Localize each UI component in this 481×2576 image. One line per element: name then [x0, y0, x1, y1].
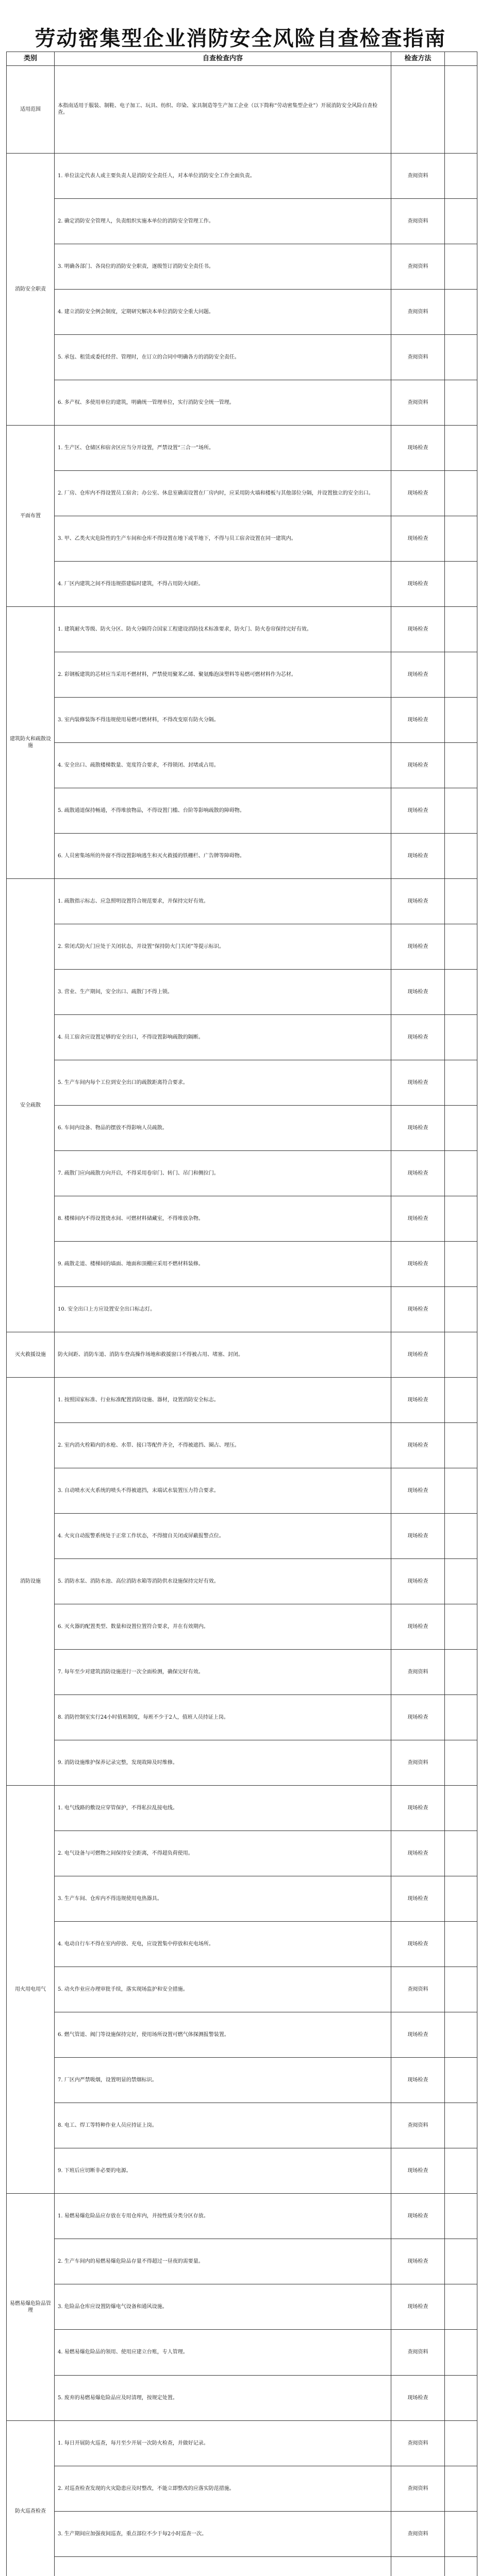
table-row — [7, 970, 477, 1015]
row-result-cell[interactable] — [445, 425, 477, 470]
row-method: 现场检查 — [391, 606, 445, 652]
row-category: 灭火救援设施 — [7, 1332, 55, 1378]
row-result-cell[interactable] — [445, 561, 477, 606]
table-row — [7, 1831, 477, 1876]
row-method: 查阅资料 — [391, 244, 445, 289]
row-method: 现场检查 — [391, 561, 445, 606]
row-content: 10. 安全出口上方应设置安全出口标志灯。 — [55, 1287, 391, 1332]
table-row — [7, 1468, 477, 1514]
row-content: 3. 明确各部门、各岗位的消防安全职责，逐级签订消防安全责任书。 — [55, 244, 391, 289]
table-row — [7, 2330, 477, 2375]
table-row — [7, 198, 477, 244]
row-content: 3. 营业、生产期间，安全出口、疏散门不得上锁。 — [55, 970, 391, 1015]
row-result-cell[interactable] — [445, 2466, 477, 2511]
row-content: 3. 甲、乙类火灾危险性的生产车间和仓库不得设置在地下或半地下，不得与员工宿舍设置在同一建筑内。 — [55, 516, 391, 561]
row-content: 3. 危险品仓库应设置防爆电气设备和通风设施。 — [55, 2284, 391, 2330]
header-method: 检查方法 — [391, 52, 445, 66]
row-result-cell[interactable] — [445, 1060, 477, 1106]
row-content: 9. 疏散走道、楼梯间的墙面、地面和顶棚应采用不燃材料装修。 — [55, 1242, 391, 1287]
row-content: 1. 疏散指示标志、应急照明设置符合规范要求，并保持完好有效。 — [55, 878, 391, 924]
table-row — [7, 66, 477, 154]
row-result-cell[interactable] — [445, 878, 477, 924]
row-result-cell[interactable] — [445, 606, 477, 652]
row-content: 5. 承包、租赁或委托经营、管理时，在订立的合同中明确各方的消防安全责任。 — [55, 334, 391, 380]
row-result-cell[interactable] — [445, 244, 477, 289]
table-row — [7, 470, 477, 516]
table-row — [7, 878, 477, 924]
row-content: 2. 生产车间内的易燃易爆危险品存量不得超过一昼夜的需要量。 — [55, 2239, 391, 2284]
row-method: 现场检查 — [391, 1468, 445, 1514]
row-category: 易燃易爆危险品管理 — [7, 2194, 55, 2420]
row-result-cell[interactable] — [445, 1015, 477, 1060]
row-result-cell[interactable] — [445, 1514, 477, 1559]
row-method: 现场检查 — [391, 1242, 445, 1287]
row-method: 现场检查 — [391, 1831, 445, 1876]
table-row — [7, 1151, 477, 1196]
row-category: 建筑防火和疏散设施 — [7, 606, 55, 878]
row-method: 现场检查 — [391, 1015, 445, 1060]
row-category: 安全疏散 — [7, 878, 55, 1332]
row-content: 4. 厂区内建筑之间不得违规搭建临时建筑，不得占用防火间距。 — [55, 561, 391, 606]
row-content: 8. 电工、焊工等特种作业人员应持证上岗。 — [55, 2103, 391, 2148]
row-result-cell[interactable] — [445, 1695, 477, 1740]
row-method: 现场检查 — [391, 2284, 445, 2330]
row-result-cell[interactable] — [445, 2239, 477, 2284]
row-content: 6. 燃气管道、阀门等设施保持完好，使用场所设置可燃气体探测报警装置。 — [55, 2012, 391, 2058]
row-method: 现场检查 — [391, 2148, 445, 2194]
table-row — [7, 1514, 477, 1559]
table-row — [7, 1876, 477, 1922]
table-row — [7, 2375, 477, 2420]
row-content: 4. 火灾自动报警系统处于正常工作状态，不得擅自关闭或屏蔽报警点位。 — [55, 1514, 391, 1559]
table-row — [7, 742, 477, 788]
row-content: 8. 消防控制室实行24小时值班制度，每班不少于2人，值班人员持证上岗。 — [55, 1695, 391, 1740]
row-content: 7. 疏散门应向疏散方向开启，不得采用卷帘门、转门、吊门和侧拉门。 — [55, 1151, 391, 1196]
row-method: 现场检查 — [391, 2239, 445, 2284]
row-result-cell[interactable] — [445, 380, 477, 425]
row-result-cell[interactable] — [445, 1922, 477, 1967]
row-content: 1. 单位法定代表人或主要负责人是消防安全责任人，对本单位消防安全工作全面负责。 — [55, 153, 391, 198]
row-result-cell[interactable] — [445, 1378, 477, 1423]
row-method: 现场检查 — [391, 924, 445, 970]
table-row — [7, 2511, 477, 2556]
row-result-cell[interactable] — [445, 2330, 477, 2375]
row-category: 平面布置 — [7, 425, 55, 606]
row-method: 查阅资料 — [391, 2466, 445, 2511]
table-row — [7, 244, 477, 289]
row-content: 9. 消防设施维护保养记录完整，发现故障及时维修。 — [55, 1740, 391, 1786]
row-content: 8. 楼梯间内不得设置烧水间、可燃材料储藏室，不得堆放杂物。 — [55, 1196, 391, 1242]
row-method: 查阅资料 — [391, 380, 445, 425]
table-row — [7, 2194, 477, 2239]
row-result-cell[interactable] — [445, 1287, 477, 1332]
table-row — [7, 334, 477, 380]
row-content: 2. 厂房、仓库内不得设置员工宿舍；办公室、休息室确需设置在厂房内时，应采用防火墙和楼板与其他部位分隔，并设置独立的安全出口。 — [55, 470, 391, 516]
row-method: 现场检查 — [391, 2012, 445, 2058]
row-content: 4. 易燃易爆危险品的领用、使用应建立台账，专人管理。 — [55, 2330, 391, 2375]
row-content: 6. 车间内设备、物品的摆放不得影响人员疏散。 — [55, 1106, 391, 1151]
row-result-cell[interactable] — [445, 2420, 477, 2466]
row-result-cell[interactable] — [445, 1106, 477, 1151]
row-result-cell[interactable] — [445, 2012, 477, 2058]
row-method: 查阅资料 — [391, 2103, 445, 2148]
row-content: 4. 员工宿舍应设置足够的安全出口，不得设置影响疏散的隔断。 — [55, 1015, 391, 1060]
row-result-cell[interactable] — [445, 1740, 477, 1786]
table-row — [7, 1967, 477, 2012]
row-method: 现场检查 — [391, 652, 445, 697]
row-method: 现场检查 — [391, 833, 445, 878]
row-result-cell[interactable] — [445, 1468, 477, 1514]
table-row — [7, 380, 477, 425]
row-method: 现场检查 — [391, 1196, 445, 1242]
row-result-cell[interactable] — [445, 2556, 477, 2576]
row-method: 现场检查 — [391, 1332, 445, 1378]
table-row — [7, 1106, 477, 1151]
row-method: 现场检查 — [391, 1559, 445, 1604]
row-result-cell[interactable] — [445, 2148, 477, 2194]
row-content: 2. 彩钢板建筑的芯材应当采用不燃材料，严禁使用聚苯乙烯、聚氨酯泡沫塑料等易燃可燃材料作为芯材。 — [55, 652, 391, 697]
row-result-cell[interactable] — [445, 697, 477, 742]
table-row — [7, 1786, 477, 1831]
table-header-row — [7, 52, 477, 66]
row-method: 现场检查 — [391, 878, 445, 924]
row-method: 查阅资料 — [391, 2330, 445, 2375]
table-row — [7, 2058, 477, 2103]
row-content: 2. 确定消防安全管理人，负责组织实施本单位的消防安全管理工作。 — [55, 198, 391, 244]
header-content: 自查检查内容 — [55, 52, 391, 66]
row-method: 现场检查 — [391, 970, 445, 1015]
row-content: 1. 易燃易爆危险品应存放在专用仓库内，并按性质分类分区存放。 — [55, 2194, 391, 2239]
row-method: 现场检查 — [391, 1786, 445, 1831]
row-result-cell[interactable] — [445, 2284, 477, 2330]
row-category: 消防设施 — [7, 1378, 55, 1786]
row-result-cell[interactable] — [445, 1332, 477, 1378]
row-content: 6. 灭火器的配置类型、数量和设置位置符合要求，并在有效期内。 — [55, 1604, 391, 1650]
table-row — [7, 289, 477, 334]
row-method: 查阅资料 — [391, 2511, 445, 2556]
row-content: 1. 每日开展防火巡查，每月至少开展一次防火检查，并做好记录。 — [55, 2420, 391, 2466]
row-method: 现场检查 — [391, 1287, 445, 1332]
row-result-cell[interactable] — [445, 924, 477, 970]
row-result-cell[interactable] — [445, 1967, 477, 2012]
checklist-table — [6, 52, 477, 2576]
row-result-cell[interactable] — [445, 289, 477, 334]
row-method: 查阅资料 — [391, 2420, 445, 2466]
table-row — [7, 1332, 477, 1378]
row-method: 现场检查 — [391, 742, 445, 788]
row-result-cell[interactable] — [445, 970, 477, 1015]
row-method: 现场检查 — [391, 470, 445, 516]
table-row — [7, 425, 477, 470]
row-result-cell[interactable] — [445, 1786, 477, 1831]
row-result-cell[interactable] — [445, 833, 477, 878]
table-row — [7, 1695, 477, 1740]
row-content: 1. 生产区、仓储区和宿舍区应当分开设置，严禁设置“三合一”场所。 — [55, 425, 391, 470]
row-result-cell[interactable] — [445, 2375, 477, 2420]
row-result-cell[interactable] — [445, 2103, 477, 2148]
row-method: 现场检查 — [391, 788, 445, 833]
row-result-cell[interactable] — [445, 1876, 477, 1922]
row-method: 现场检查 — [391, 425, 445, 470]
checklist-table-wrapper — [6, 52, 475, 2576]
row-content: 4. 建立消防安全例会制度，定期研究解决本单位消防安全重大问题。 — [55, 289, 391, 334]
table-row — [7, 2103, 477, 2148]
row-method: 现场检查 — [391, 1695, 445, 1740]
row-content: 9. 下班后应切断非必要的电源。 — [55, 2148, 391, 2194]
row-method: 现场检查 — [391, 1423, 445, 1468]
row-content: 3. 生产期间应加强夜间巡查，重点部位不少于每2小时巡查一次。 — [55, 2511, 391, 2556]
row-content: 2. 常闭式防火门应处于关闭状态，并设置“保持防火门关闭”等提示标识。 — [55, 924, 391, 970]
table-row — [7, 652, 477, 697]
table-row — [7, 2420, 477, 2466]
row-result-cell[interactable] — [445, 2511, 477, 2556]
row-method: 现场检查 — [391, 2194, 445, 2239]
table-row — [7, 1559, 477, 1604]
row-content: 4. 电动自行车不得在室内停放、充电，应设置集中停放和充电场所。 — [55, 1922, 391, 1967]
row-content: 2. 电气设备与可燃物之间保持安全距离，不得超负荷使用。 — [55, 1831, 391, 1876]
row-category: 防火巡查检查 — [7, 2420, 55, 2576]
table-row — [7, 2012, 477, 2058]
row-method — [391, 2556, 445, 2576]
row-result-cell[interactable] — [445, 652, 477, 697]
row-result-cell[interactable] — [445, 1650, 477, 1695]
row-method: 查阅资料 — [391, 198, 445, 244]
row-result-cell[interactable] — [445, 66, 477, 154]
header-category: 类别 — [7, 52, 55, 66]
row-content: 5. 动火作业应办理审批手续，落实现场监护和安全措施。 — [55, 1967, 391, 2012]
header-result — [445, 52, 477, 66]
row-content: 2. 对巡查检查发现的火灾隐患应及时整改，不能立即整改的应落实防范措施。 — [55, 2466, 391, 2511]
table-row — [7, 1604, 477, 1650]
table-row — [7, 516, 477, 561]
table-row — [7, 1650, 477, 1695]
row-content: 1. 建筑耐火等级、防火分区、防火分隔符合国家工程建设消防技术标准要求，防火门、防火卷帘保持完好有效。 — [55, 606, 391, 652]
row-method: 查阅资料 — [391, 1967, 445, 2012]
row-content: 5. 疏散通道保持畅通，不得堆放物品，不得设置门槛、台阶等影响疏散的障碍物。 — [55, 788, 391, 833]
row-content: 6. 多产权、多使用单位的建筑，明确统一管理单位，实行消防安全统一管理。 — [55, 380, 391, 425]
row-result-cell[interactable] — [445, 153, 477, 198]
row-method: 查阅资料 — [391, 1650, 445, 1695]
table-row — [7, 1015, 477, 1060]
row-result-cell[interactable] — [445, 788, 477, 833]
row-method: 现场检查 — [391, 1151, 445, 1196]
row-method: 现场检查 — [391, 1106, 445, 1151]
table-row — [7, 1378, 477, 1423]
table-row — [7, 1922, 477, 1967]
row-method: 现场检查 — [391, 1060, 445, 1106]
table-row — [7, 1740, 477, 1786]
row-content: 6. 人员密集场所的外窗不得设置影响逃生和灭火救援的铁栅栏、广告牌等障碍物。 — [55, 833, 391, 878]
row-result-cell[interactable] — [445, 1151, 477, 1196]
table-body — [7, 66, 477, 2576]
table-row — [7, 606, 477, 652]
row-result-cell[interactable] — [445, 1831, 477, 1876]
table-row — [7, 2239, 477, 2284]
table-row — [7, 153, 477, 198]
row-category: 适用范围 — [7, 66, 55, 154]
table-row — [7, 2466, 477, 2511]
row-result-cell[interactable] — [445, 198, 477, 244]
table-row — [7, 788, 477, 833]
row-content: 防火间距、消防车道、消防车登高操作场地和救援窗口不得被占用、堵塞、封闭。 — [55, 1332, 391, 1378]
row-content: 5. 生产车间内每个工位到安全出口的疏散距离符合要求。 — [55, 1060, 391, 1106]
table-row — [7, 1423, 477, 1468]
row-method: 现场检查 — [391, 2058, 445, 2103]
table-row — [7, 924, 477, 970]
row-result-cell[interactable] — [445, 516, 477, 561]
table-row — [7, 833, 477, 878]
row-content: 1. 按照国家标准、行业标准配置消防设施、器材，设置消防安全标志。 — [55, 1378, 391, 1423]
table-row — [7, 1287, 477, 1332]
row-result-cell[interactable] — [445, 1559, 477, 1604]
row-content: 1. 电气线路的敷设应穿管保护，不得私拉乱接电线。 — [55, 1786, 391, 1831]
table-row — [7, 2556, 477, 2576]
row-result-cell[interactable] — [445, 1242, 477, 1287]
row-content: 2. 室内消火栓箱内的水枪、水带、接口等配件齐全，不得被遮挡、圈占、埋压。 — [55, 1423, 391, 1468]
row-result-cell[interactable] — [445, 2058, 477, 2103]
row-method: 现场检查 — [391, 1876, 445, 1922]
row-result-cell[interactable] — [445, 1196, 477, 1242]
row-content: 3. 自动喷水灭火系统的喷头不得被遮挡，末端试水装置压力符合要求。 — [55, 1468, 391, 1514]
page-title: 劳动密集型企业消防安全风险自查检查指南 — [35, 26, 446, 50]
row-content: 3. 室内装修装饰不得违规使用易燃可燃材料，不得改变原有防火分隔。 — [55, 697, 391, 742]
table-row — [7, 697, 477, 742]
row-result-cell[interactable] — [445, 742, 477, 788]
row-method: 查阅资料 — [391, 1740, 445, 1786]
row-method: 查阅资料 — [391, 289, 445, 334]
row-method: 现场检查 — [391, 1514, 445, 1559]
row-method: 现场检查 — [391, 516, 445, 561]
row-content: 5. 废弃的易燃易爆危险品应及时清理，按规定处置。 — [55, 2375, 391, 2420]
row-method: 现场检查 — [391, 2375, 445, 2420]
table-row — [7, 2148, 477, 2194]
row-method: 现场检查 — [391, 1922, 445, 1967]
row-content: 7. 每年至少对建筑消防设施进行一次全面检测，确保完好有效。 — [55, 1650, 391, 1695]
row-result-cell[interactable] — [445, 1423, 477, 1468]
table-row — [7, 561, 477, 606]
row-content: 4. 安全出口、疏散楼梯数量、宽度符合要求，不得锁闭、封堵或占用。 — [55, 742, 391, 788]
table-row — [7, 1196, 477, 1242]
row-content: 3. 生产车间、仓库内不得违规使用电热器具。 — [55, 1876, 391, 1922]
table-row — [7, 2284, 477, 2330]
row-method: 现场检查 — [391, 697, 445, 742]
row-method — [391, 66, 445, 154]
row-method: 查阅资料 — [391, 334, 445, 380]
row-result-cell[interactable] — [445, 1604, 477, 1650]
row-result-cell[interactable] — [445, 470, 477, 516]
row-result-cell[interactable] — [445, 334, 477, 380]
row-method: 查阅资料 — [391, 153, 445, 198]
row-category: 消防安全职责 — [7, 153, 55, 425]
row-content: 本指南适用于服装、制鞋、电子加工、玩具、纺织、印染、家具制造等生产加工企业（以下简称“劳动密集型企业”）开展消防安全风险自查检查。 — [55, 66, 391, 154]
row-result-cell[interactable] — [445, 2194, 477, 2239]
row-category: 用火用电用气 — [7, 1786, 55, 2194]
row-method: 现场检查 — [391, 1378, 445, 1423]
row-method: 现场检查 — [391, 1604, 445, 1650]
row-content: 7. 厂区内严禁吸烟，设置明显的禁烟标识。 — [55, 2058, 391, 2103]
row-content: 5. 消防水泵、消防水池、高位消防水箱等消防供水设施保持完好有效。 — [55, 1559, 391, 1604]
table-row — [7, 1060, 477, 1106]
table-row — [7, 1242, 477, 1287]
row-content — [55, 2556, 391, 2576]
